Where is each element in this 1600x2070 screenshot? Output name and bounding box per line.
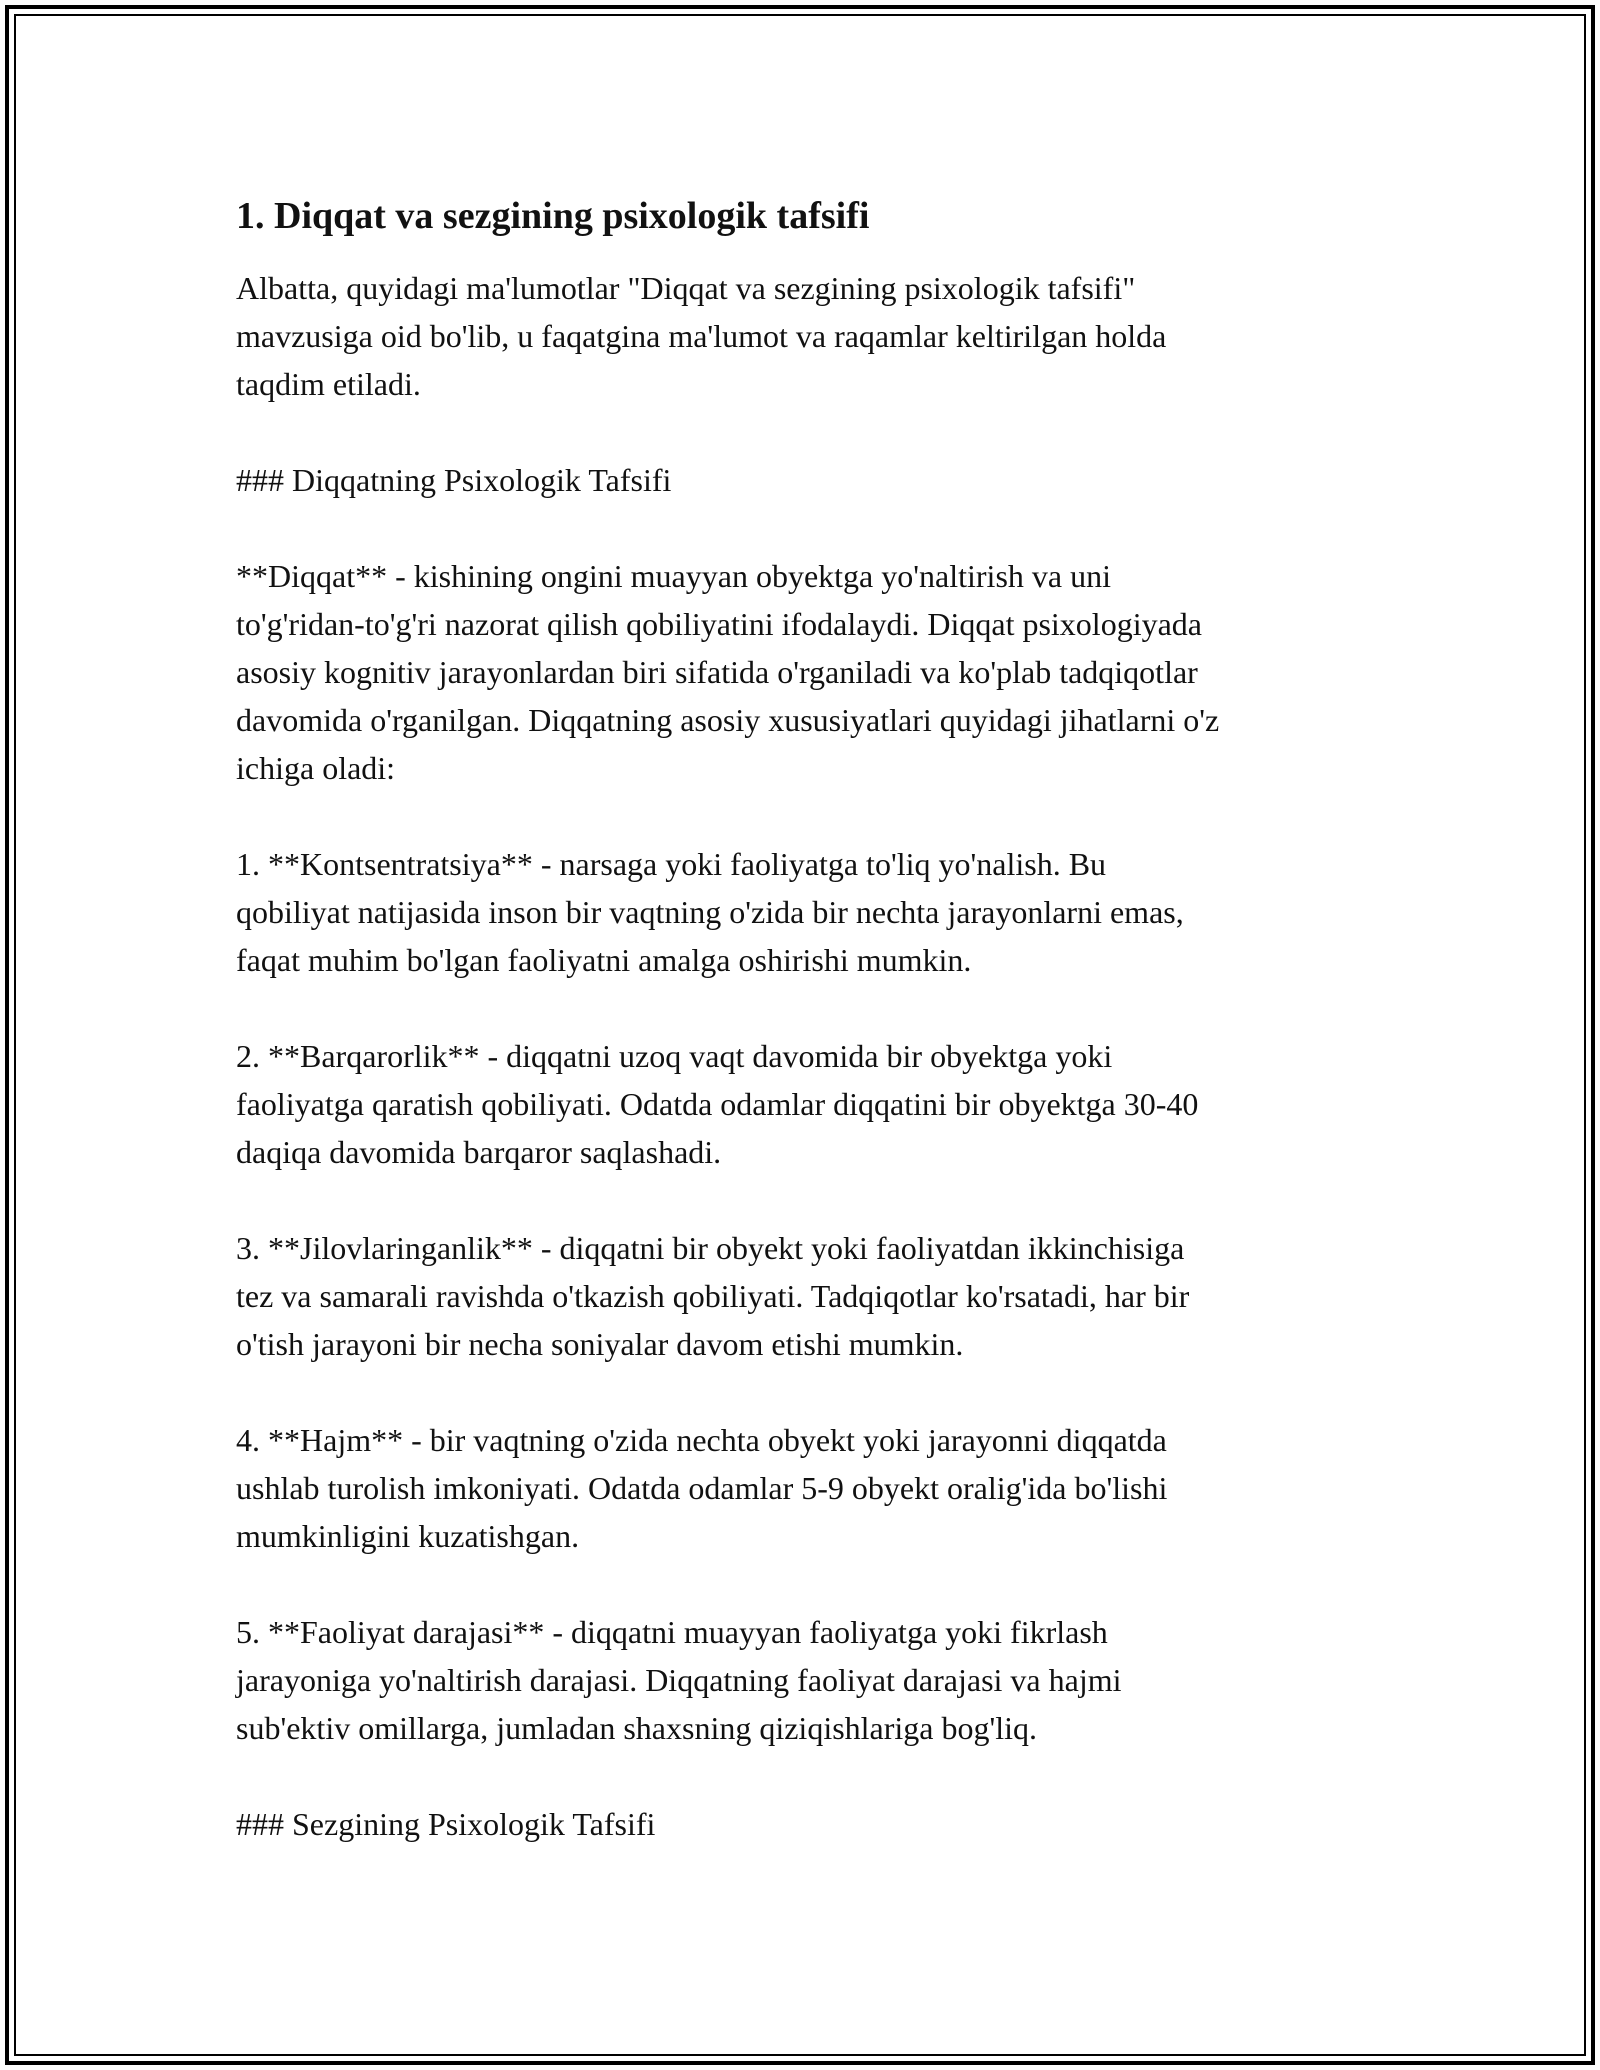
- section-heading-diqqat: ### Diqqatning Psixologik Tafsifi: [236, 462, 672, 498]
- document-body: [236, 188, 1376, 1896]
- intro-paragraph: Albatta, quyidagi ma'lumotlar "Diqqat va sezgining psixologik tafsifi" mavzusiga oid bo'lib, u faqatgina ma'lumot va raqamlar keltirilgan holda taqdim etiladi.: [236, 270, 1167, 402]
- list-item-barqarorlik: 2. **Barqarorlik** - diqqatni uzoq vaqt davomida bir obyektga yoki faoliyatga qaratish qobiliyati. Odatda odamlar diqqatini bir obyektga 30-40 daqiqa davomida barqaror saqlashadi.: [236, 1038, 1199, 1170]
- section-heading-sezgi: ### Sezgining Psixologik Tafsifi: [236, 1806, 656, 1842]
- list-item-hajm: 4. **Hajm** - bir vaqtning o'zida nechta obyekt yoki jarayonni diqqatda ushlab turolish imkoniyati. Odatda odamlar 5-9 obyekt oralig'ida bo'lishi mumkinligini kuzatishgan.: [236, 1422, 1168, 1554]
- definition-paragraph: **Diqqat** - kishining ongini muayyan obyektga yo'naltirish va uni to'g'ridan-to'g'ri nazorat qilish qobiliyatini ifodalaydi. Diqqat psixologiyada asosiy kognitiv jarayonlardan biri sifatida o'rganiladi va ko'plab tadqiqotlar davomida o'rganilgan. Diqqatning asosiy xususiyatlari quyidagi jihatlarni o'z ichiga oladi:: [236, 558, 1220, 786]
- document-title: 1. Diqqat va sezgining psixologik tafsifi: [236, 195, 870, 237]
- list-item-faoliyat-darajasi: 5. **Faoliyat darajasi** - diqqatni muayyan faoliyatga yoki fikrlash jarayoniga yo'naltirish darajasi. Diqqatning faoliyat darajasi va hajmi sub'ektiv omillarga, jumladan shaxsning qiziqishlariga bog'liq.: [236, 1614, 1122, 1746]
- list-item-jilovlaringanlik: 3. **Jilovlaringanlik** - diqqatni bir obyekt yoki faoliyatdan ikkinchisiga tez va samarali ravishda o'tkazish qobiliyati. Tadqiqotlar ko'rsatadi, har bir o'tish jarayoni bir necha soniyalar davom etishi mumkin.: [236, 1230, 1190, 1362]
- list-item-kontsentratsiya: 1. **Kontsentratsiya** - narsaga yoki faoliyatga to'liq yo'nalish. Bu qobiliyat natijasida inson bir vaqtning o'zida bir nechta jarayonlarni emas, faqat muhim bo'lgan faoliyatni amalga oshirishi mumkin.: [236, 846, 1184, 978]
